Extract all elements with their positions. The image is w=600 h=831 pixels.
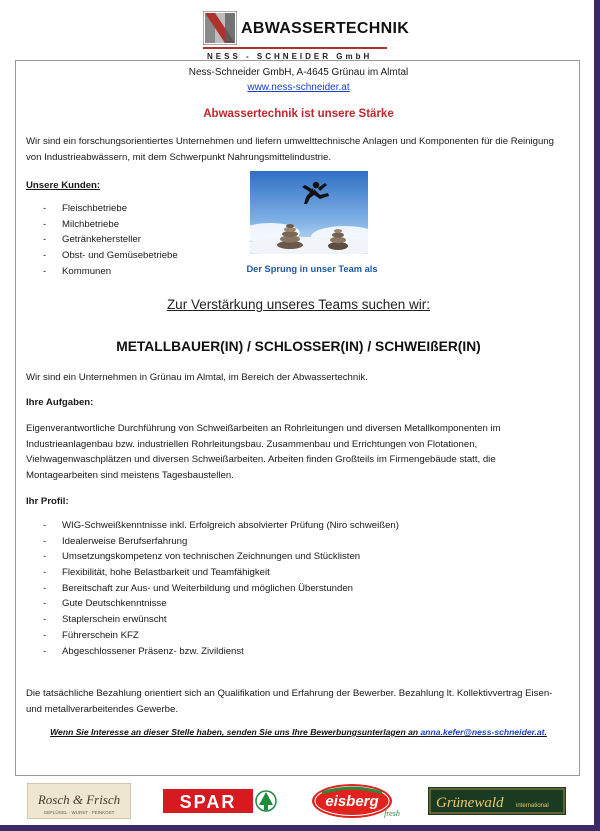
list-item: - Gute Deutschkenntnisse xyxy=(26,596,399,612)
list-item: - Flexibilität, hohe Belastbarkeit und Teamfähigkeit xyxy=(26,565,399,581)
customers-list xyxy=(26,201,178,279)
eisberg-logo xyxy=(312,783,404,819)
list-item: - Idealerweise Berufserfahrung xyxy=(26,534,399,550)
gruenewald-subtext: international xyxy=(516,803,549,809)
company-logo-icon xyxy=(203,11,237,45)
company-subtitle: NESS - SCHNEIDER GmbH xyxy=(207,52,373,61)
list-item: - Milchbetriebe xyxy=(26,217,178,233)
reinforcement-heading: Zur Verstärkung unseres Teams suchen wir: xyxy=(166,297,431,312)
advert-frame xyxy=(15,60,580,776)
list-item: - Abgeschlossener Präsenz- bzw. Zivildienst xyxy=(26,644,399,660)
job-title: METALLBAUER(IN) / SCHLOSSER(IN) / SCHWEIßER(IN) xyxy=(116,339,481,354)
list-item: - Bereitschaft zur Aus- und Weiterbildung und möglichen Überstunden xyxy=(26,581,399,597)
contact-line xyxy=(16,727,581,737)
website-link[interactable]: www.ness-schneider.at xyxy=(247,82,350,93)
list-item: - Staplerschein erwünscht xyxy=(26,612,399,628)
company-description: Wir sind ein Unternehmen in Grünau im Almtal, im Bereich der Abwassertechnik. xyxy=(26,372,368,383)
photo-caption: Der Sprung in unser Team als xyxy=(246,264,378,274)
company-name: ABWASSERTECHNIK xyxy=(241,20,410,37)
rosch-frisch-subtext: GEFLÜGEL · WURST · FEINKOST xyxy=(43,810,115,815)
team-jump-photo xyxy=(250,171,368,254)
list-item: - Führerschein KFZ xyxy=(26,628,399,644)
intro-text: Wir sind ein forschungsorientiertes Unternehmen und liefern umwelttechnische Anlagen und Komponenten für die Reinigung von Industrieabwässern, mit dem Schwerpunkt Nahrungsmittelindustrie. xyxy=(26,136,554,163)
contact-end: . xyxy=(544,727,547,737)
rosch-frisch-logo xyxy=(27,783,131,819)
list-item: - Umsetzungskompetenz von technischen Zeichnungen und Stücklisten xyxy=(26,549,399,565)
logo-divider xyxy=(203,47,387,49)
company-logo xyxy=(203,11,410,61)
list-item: - Kommunen xyxy=(26,264,178,280)
eisberg-text: eisberg xyxy=(325,793,379,810)
spar-text: SPAR xyxy=(179,792,237,812)
company-address: Ness-Schneider GmbH, A-4645 Grünau im Almtal xyxy=(188,67,409,78)
contact-email-link[interactable]: anna.kefer@ness-schneider.at xyxy=(420,727,545,737)
spar-logo xyxy=(163,783,278,819)
gruenewald-logo xyxy=(428,783,566,819)
eisberg-subtext: fresh xyxy=(384,809,400,818)
tasks-text: Eigenverantwortliche Durchführung von Schweißarbeiten an Rohrleitungen und diversen Metallkomponenten im Industrieanlagenbau bzw. industriellen Rohrleitungsbau. Zusammenbau und Errichtungen von Flotationen, Viehwagenwaschplätzen und diversen Schweißarbeiten. Arbeiten finden Großteils im Firmengebäude statt, die Montagearbeiten sind meistens Tagesbaustellen. xyxy=(26,423,501,481)
tasks-heading: Ihre Aufgaben: xyxy=(26,397,94,408)
list-item: - Getränkehersteller xyxy=(26,232,178,248)
profile-heading: Ihr Profil: xyxy=(26,496,69,507)
profile-list xyxy=(26,518,399,659)
customers-heading: Unsere Kunden: xyxy=(26,180,101,191)
list-item: - Obst- und Gemüsebetriebe xyxy=(26,248,178,264)
list-item: - Fleischbetriebe xyxy=(26,201,178,217)
list-item: - WIG-Schweißkenntnisse inkl. Erfolgreich absolvierter Prüfung (Niro schweißen) xyxy=(26,518,399,534)
headline: Abwassertechnik ist unsere Stärke xyxy=(203,108,394,120)
rosch-frisch-text: Rosch & Frisch xyxy=(37,792,121,807)
salary-text: Die tatsächliche Bezahlung orientiert sich an Qualifikation und Erfahrung der Bewerber. Bezahlung lt. Kollektivvertrag Eisen- und metallverarbeitendes Gewerbe. xyxy=(26,688,553,715)
contact-text: Wenn Sie Interesse an dieser Stelle haben, senden Sie uns Ihre Bewerbungsunterlagen an xyxy=(50,727,419,737)
gruenewald-text: Grünewald xyxy=(436,795,504,811)
